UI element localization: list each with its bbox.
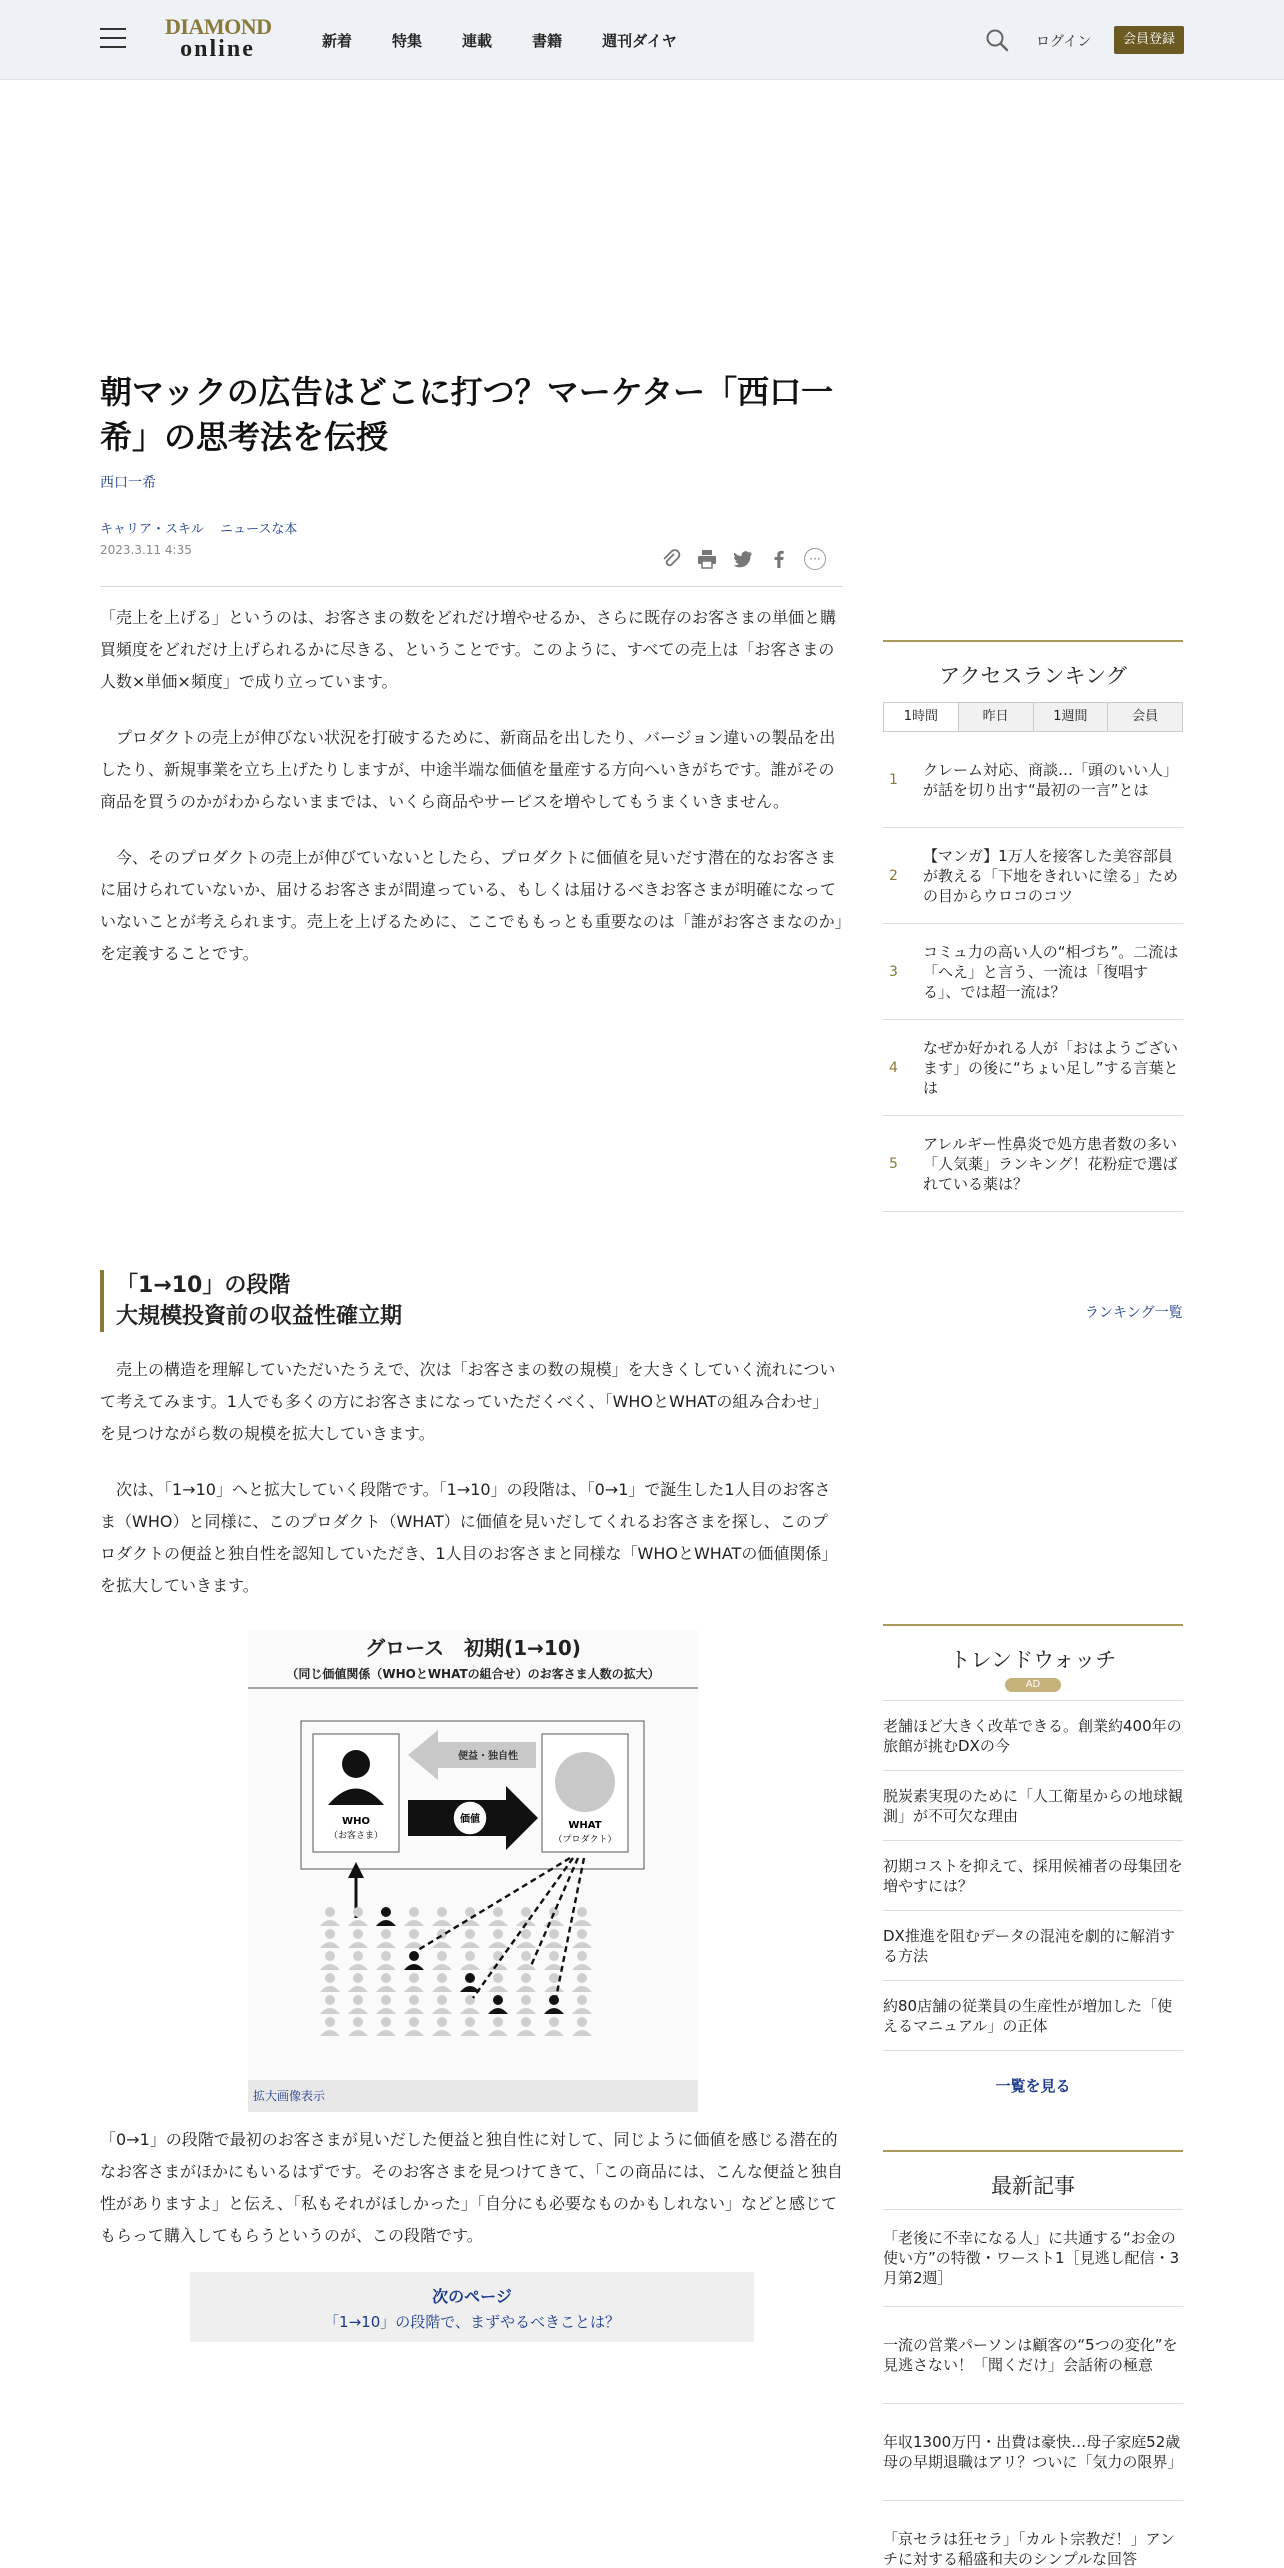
share-bar	[660, 548, 826, 570]
crowd-person-body	[432, 2008, 452, 2014]
ranking-num: 1	[889, 772, 898, 788]
crowd-person-head	[325, 1907, 335, 1917]
crowd-person-head	[521, 1951, 531, 1961]
ranking-item[interactable]	[883, 828, 1183, 924]
paragraph: 売上の構造を理解していただいたうえで、次は「お客さまの数の規模」を大きくしていく流れについて考えてみます。1人でも多くの方にお客さまになっていただくべく、「WHOとWHATの組み合わせ」を見つけながら数の規模を拡大していきます。	[100, 1360, 836, 1443]
crowd-person-head	[381, 1929, 391, 1939]
menu-icon[interactable]	[100, 28, 126, 50]
crowd-person-body	[488, 1986, 508, 1992]
article-title: 朝マックの広告はどこに打つ？マーケター「西口一希」の思考法を伝授	[100, 373, 834, 456]
clip-icon[interactable]	[660, 548, 682, 570]
crowd-person-body	[432, 1942, 452, 1948]
figure-what: WHAT	[568, 1820, 602, 1831]
crowd-person-body	[488, 1920, 508, 1926]
crowd-person-head	[409, 1907, 419, 1917]
figure-benefit: 便益・独自性	[458, 1751, 518, 1762]
crowd-person-body	[320, 2008, 340, 2014]
tag-career[interactable]: キャリア・スキル	[100, 521, 204, 537]
crowd-person-body	[404, 1920, 424, 1926]
latest-item[interactable]: 「京セラは狂セラ」「カルト宗教だ！」アンチに対する稲盛和夫のシンプルな回答	[883, 2501, 1183, 2568]
crowd-person-head	[549, 1973, 559, 1983]
divider	[100, 586, 843, 587]
ranking-more-link[interactable]: ランキング一覧	[1085, 1305, 1183, 1321]
figure-who: WHO	[342, 1816, 370, 1827]
crowd-person-head	[325, 1973, 335, 1983]
crowd-person-body	[404, 1986, 424, 1992]
crowd-person-head	[437, 1973, 447, 1983]
access-ranking	[883, 640, 1183, 1212]
crowd-person-body	[516, 1986, 536, 1992]
ranking-item[interactable]	[883, 1020, 1183, 1116]
ranking-item[interactable]	[883, 732, 1183, 828]
more-icon[interactable]: ···	[804, 548, 826, 570]
ranking-text: アレルギー性鼻炎で処方患者数の多い「人気薬」ランキング！花粉症で選ばれている薬は？	[923, 1134, 1178, 1193]
crowd-person-body	[544, 2030, 564, 2036]
ranking-num: 5	[889, 1156, 898, 1172]
crowd-person-body	[348, 2008, 368, 2014]
ranking-text: クレーム対応、商談…「頭のいい人」が話を切り出す“最初の一言”とは	[923, 760, 1179, 799]
latest-item[interactable]: 「老後に不幸になる人」に共通する“お金の使い方”の特徴・ワースト1［見逃し配信・3月第2週］	[883, 2210, 1183, 2307]
figure-what-sub: （プロダクト）	[553, 1835, 617, 1845]
trend-item[interactable]: 約80店舗の従業員の生産性が増加した「使えるマニュアル」の正体	[883, 1981, 1183, 2051]
crowd-person-body	[320, 1986, 340, 1992]
main-nav	[322, 30, 717, 51]
crowd-person-body	[516, 2030, 536, 2036]
trend-item[interactable]: 初期コストを抑えて、採用候補者の母集団を増やすには？	[883, 1841, 1183, 1911]
crowd-person-body	[348, 1942, 368, 1948]
crowd-person-head	[493, 1973, 503, 1983]
paragraph: 次は、「1→10」へと拡大していく段階です。「1→10」の段階は、「0→1」で誕生した1人目のお客さま（WHO）と同様に、このプロダクト（WHAT）に価値を見いだしてくれるお客さまを探し、このプロダクトの便益と独自性を認知していただき、1人目のお客さまと同様な「WHOとWHATの価値関係」を拡大していきます。	[100, 1480, 838, 1595]
crowd-person-body	[516, 2008, 536, 2014]
crowd-person-head	[353, 1973, 363, 1983]
crowd-person-body	[376, 1942, 396, 1948]
article-tags	[100, 518, 843, 537]
section-heading	[100, 1270, 402, 1332]
crowd-person-head	[437, 1907, 447, 1917]
tab-member[interactable]: 会員	[1107, 703, 1182, 731]
tag-news-book[interactable]: ニュースな本	[220, 521, 298, 537]
crowd-person-body	[376, 1964, 396, 1970]
crowd-person-body	[432, 2030, 452, 2036]
paragraph: 今、そのプロダクトの売上が伸びていないとしたら、プロダクトに価値を見いだす潜在的なお客さまに届けられていないか、届けるお客さまが間違っている、もしくは届けるべきお客さまが明確になっていないことが考えられます。売上を上げるために、ここでももっとも重要なのは「誰がお客さまなのか」を定義することです。	[100, 848, 843, 963]
tab-yesterday[interactable]: 昨日	[958, 703, 1033, 731]
crowd-person-head	[381, 2017, 391, 2027]
crowd-person-head	[577, 1907, 587, 1917]
crowd-person-head	[325, 2017, 335, 2027]
ranking-title: アクセスランキング	[883, 640, 1183, 690]
crowd-person-body	[572, 1920, 592, 1926]
logo-bottom: online	[180, 36, 255, 62]
ad-badge: AD	[1005, 1678, 1061, 1692]
ranking-text: コミュ力の高い人の“相づち”。二流は「へえ」と言う、一流は「復唱する」、では超一流は？	[923, 942, 1179, 1001]
crowd-person-head	[381, 1907, 391, 1917]
nav-series[interactable]: 連載	[462, 32, 493, 50]
trend-list	[883, 1700, 1183, 2051]
crowd-person-body	[572, 2008, 592, 2014]
trend-more-link[interactable]: 一覧を見る	[995, 2077, 1071, 2095]
crowd-person-head	[409, 1929, 419, 1939]
figure-value: 価値	[460, 1814, 480, 1825]
paragraph: 「0→1」の段階で最初のお客さまが見いだした便益と独自性に対して、同じように価値を感じる潜在的なお客さまがほかにもいるはずです。そのお客さまを見つけてきて、「この商品には、こんな便益と独自性がありますよ」と伝え、「私もそれがほしかった」「自分にも必要なものかもしれない」などと感じてもらって購入してもらうというのが、この段階です。	[100, 2130, 843, 2245]
crowd-person-body	[404, 1964, 424, 1970]
crowd-person-body	[544, 2008, 564, 2014]
crowd-person-body	[376, 2008, 396, 2014]
crowd-person-body	[432, 1986, 452, 1992]
crowd-person-body	[376, 2030, 396, 2036]
ranking-item[interactable]	[883, 924, 1183, 1020]
crowd-person-head	[577, 1973, 587, 1983]
crowd-person-head	[325, 1995, 335, 2005]
crowd-person-head	[381, 1973, 391, 1983]
crowd-person-head	[437, 1995, 447, 2005]
crowd-person-body	[572, 2030, 592, 2036]
tab-1week[interactable]: 1週間	[1033, 703, 1108, 731]
crowd-person-head	[409, 1995, 419, 2005]
facebook-icon[interactable]	[768, 548, 790, 570]
figure-who-sub: （お客さま）	[328, 1831, 384, 1841]
section-heading-line2: 大規模投資前の収益性確立期	[116, 1304, 403, 1329]
crowd-person-body	[572, 1964, 592, 1970]
crowd-person-body	[488, 2030, 508, 2036]
article-figure[interactable]	[248, 1630, 698, 2112]
crowd-person-head	[493, 1907, 503, 1917]
ranking-text: なぜか好かれる人が「おはようございます」の後に“ちょい足し”する言葉とは	[923, 1038, 1179, 1097]
crowd-person-head	[493, 1995, 503, 2005]
crowd-person-head	[409, 2017, 419, 2027]
next-page-label: 次のページ	[432, 2287, 512, 2306]
crowd-person-body	[348, 1964, 368, 1970]
latest-title: 最新記事	[883, 2150, 1183, 2200]
twitter-icon[interactable]	[732, 548, 754, 570]
crowd-person-body	[460, 2030, 480, 2036]
ranking-item[interactable]	[883, 1116, 1183, 1212]
trend-item[interactable]: 脱炭素実現のために「人工衛星からの地球観測」が不可欠な理由	[883, 1771, 1183, 1841]
crowd-person-body	[320, 1942, 340, 1948]
latest-item[interactable]: 年収1300万円・出費は豪快…母子家庭52歳母の早期退職はアリ？ついに「気力の限界」	[883, 2404, 1183, 2501]
crowd-person-head	[493, 1929, 503, 1939]
crowd-person-head	[465, 1951, 475, 1961]
crowd-person-body	[460, 1964, 480, 1970]
crowd-person-head	[437, 2017, 447, 2027]
crowd-person-body	[348, 1920, 368, 1926]
crowd-person-body	[320, 1920, 340, 1926]
trend-watch	[883, 1624, 1183, 2096]
crowd-person-head	[409, 1951, 419, 1961]
nav-feature[interactable]: 特集	[392, 32, 423, 50]
crowd-person-head	[381, 1995, 391, 2005]
latest-item[interactable]: 一流の営業パーソンは顧客の“5つの変化”を見逃さない！「聞くだけ」会話術の極意	[883, 2307, 1183, 2404]
nav-books[interactable]: 書籍	[532, 32, 563, 50]
crowd-person-body	[432, 1964, 452, 1970]
login-link[interactable]: ログイン	[1036, 34, 1092, 50]
ranking-tabs	[883, 702, 1183, 732]
register-button[interactable]: 会員登録	[1114, 26, 1184, 54]
crowd-person-body	[460, 1942, 480, 1948]
crowd-person-head	[353, 1995, 363, 2005]
crowd-person-head	[549, 2017, 559, 2027]
crowd-person-head	[353, 1929, 363, 1939]
nav-new[interactable]: 新着	[322, 32, 353, 50]
crowd-person-head	[353, 1951, 363, 1961]
crowd-person-head	[521, 1907, 531, 1917]
latest-articles	[883, 2150, 1183, 2568]
crowd-person-head	[577, 1995, 587, 2005]
nav-weekly[interactable]: 週刊ダイヤ	[602, 32, 677, 50]
tab-1hour[interactable]: 1時間	[884, 703, 958, 731]
next-page-button[interactable]	[190, 2272, 754, 2342]
crowd-person-head	[493, 2017, 503, 2027]
figure-title: グロース 初期(1→10)	[365, 1636, 581, 1660]
crowd-person-body	[572, 1986, 592, 1992]
growth-diagram	[248, 1630, 698, 2080]
crowd-person-head	[325, 1951, 335, 1961]
enlarge-link[interactable]: 拡大画像表示	[248, 2080, 698, 2112]
trend-title: トレンドウォッチ	[883, 1624, 1183, 1674]
crowd-person-body	[348, 1986, 368, 1992]
paragraph: プロダクトの売上が伸びない状況を打破するために、新商品を出したり、バージョン違いの製品を出したり、新規事業を立ち上げたりしますが、中途半端な価値を量産する方向へいきがちです。誰がその商品を買うのかがわからないままでは、いくら商品やサービスを増やしてもうまくいきません。	[100, 728, 836, 811]
crowd-person-body	[544, 1942, 564, 1948]
logo-top: DIAMOND	[165, 14, 272, 39]
crowd-person-head	[549, 1929, 559, 1939]
ranking-num: 4	[889, 1060, 898, 1076]
crowd-person-body	[460, 2008, 480, 2014]
site-logo[interactable]	[165, 16, 270, 61]
crowd-person-body	[320, 2030, 340, 2036]
crowd-person-body	[516, 1964, 536, 1970]
crowd-person-head	[521, 1973, 531, 1983]
trend-item[interactable]: 老舗ほど大きく改革できる。創業約400年の旅館が挑むDXの今	[883, 1701, 1183, 1771]
paragraph: 「売上を上げる」というのは、お客さまの数をどれだけ増やせるか、さらに既存のお客さまの単価と購買頻度をどれだけ上げられるかに尽きる、ということです。このように、すべての売上は「お客さまの人数×単価×頻度」で成り立っています。	[100, 608, 837, 691]
crowd-person-head	[381, 1951, 391, 1961]
crowd-person-body	[488, 2008, 508, 2014]
crowd-person-head	[353, 2017, 363, 2027]
crowd-person-body	[404, 2030, 424, 2036]
search-icon[interactable]	[985, 28, 1009, 52]
next-page-title: 「1→10」の段階で、まずやるべきことは？	[324, 2313, 620, 2331]
crowd-person-head	[577, 1929, 587, 1939]
section-heading-line1: 「1→10」の段階	[116, 1273, 291, 1298]
article-date: 2023.3.11 4:35	[100, 542, 192, 557]
crowd-person-head	[325, 1929, 335, 1939]
crowd-person-head	[409, 1973, 419, 1983]
crowd-person-body	[488, 1942, 508, 1948]
crowd-person-body	[544, 1986, 564, 1992]
crowd-person-body	[544, 1920, 564, 1926]
crowd-person-head	[521, 1995, 531, 2005]
trend-item[interactable]: DX推進を阻むデータの混沌を劇的に解消する方法	[883, 1911, 1183, 1981]
crowd-person-body	[572, 1942, 592, 1948]
crowd-person-body	[432, 1920, 452, 1926]
crowd-person-body	[376, 1986, 396, 1992]
ranking-text: 【マンガ】1万人を接客した美容部員が教える「下地をきれいに塗る」ための目からウロコのコツ	[923, 846, 1179, 905]
crowd-person-head	[353, 1907, 363, 1917]
crowd-person-body	[404, 2008, 424, 2014]
article-author[interactable]: 西口一希	[100, 474, 156, 491]
ranking-num: 3	[889, 964, 898, 980]
crowd-person-head	[465, 1973, 475, 1983]
ranking-num: 2	[889, 868, 898, 884]
crowd-person-body	[320, 1964, 340, 1970]
crowd-person-head	[577, 1951, 587, 1961]
crowd-person-body	[348, 2030, 368, 2036]
print-icon[interactable]	[696, 548, 718, 570]
divider	[883, 2200, 1183, 2210]
figure-subtitle: （同じ価値関係（WHOとWHATの組合せ）のお客さま人数の拡大）	[286, 1667, 660, 1681]
crowd-person-head	[521, 2017, 531, 2027]
crowd-person-body	[376, 1920, 396, 1926]
crowd-person-head	[465, 1929, 475, 1939]
crowd-person-head	[437, 1951, 447, 1961]
crowd-person-head	[549, 1951, 559, 1961]
crowd-person-head	[577, 2017, 587, 2027]
site-header	[0, 0, 1284, 80]
crowd-person-body	[516, 1942, 536, 1948]
article	[100, 370, 843, 2331]
crowd-person-head	[465, 2017, 475, 2027]
crowd-person-head	[521, 1929, 531, 1939]
